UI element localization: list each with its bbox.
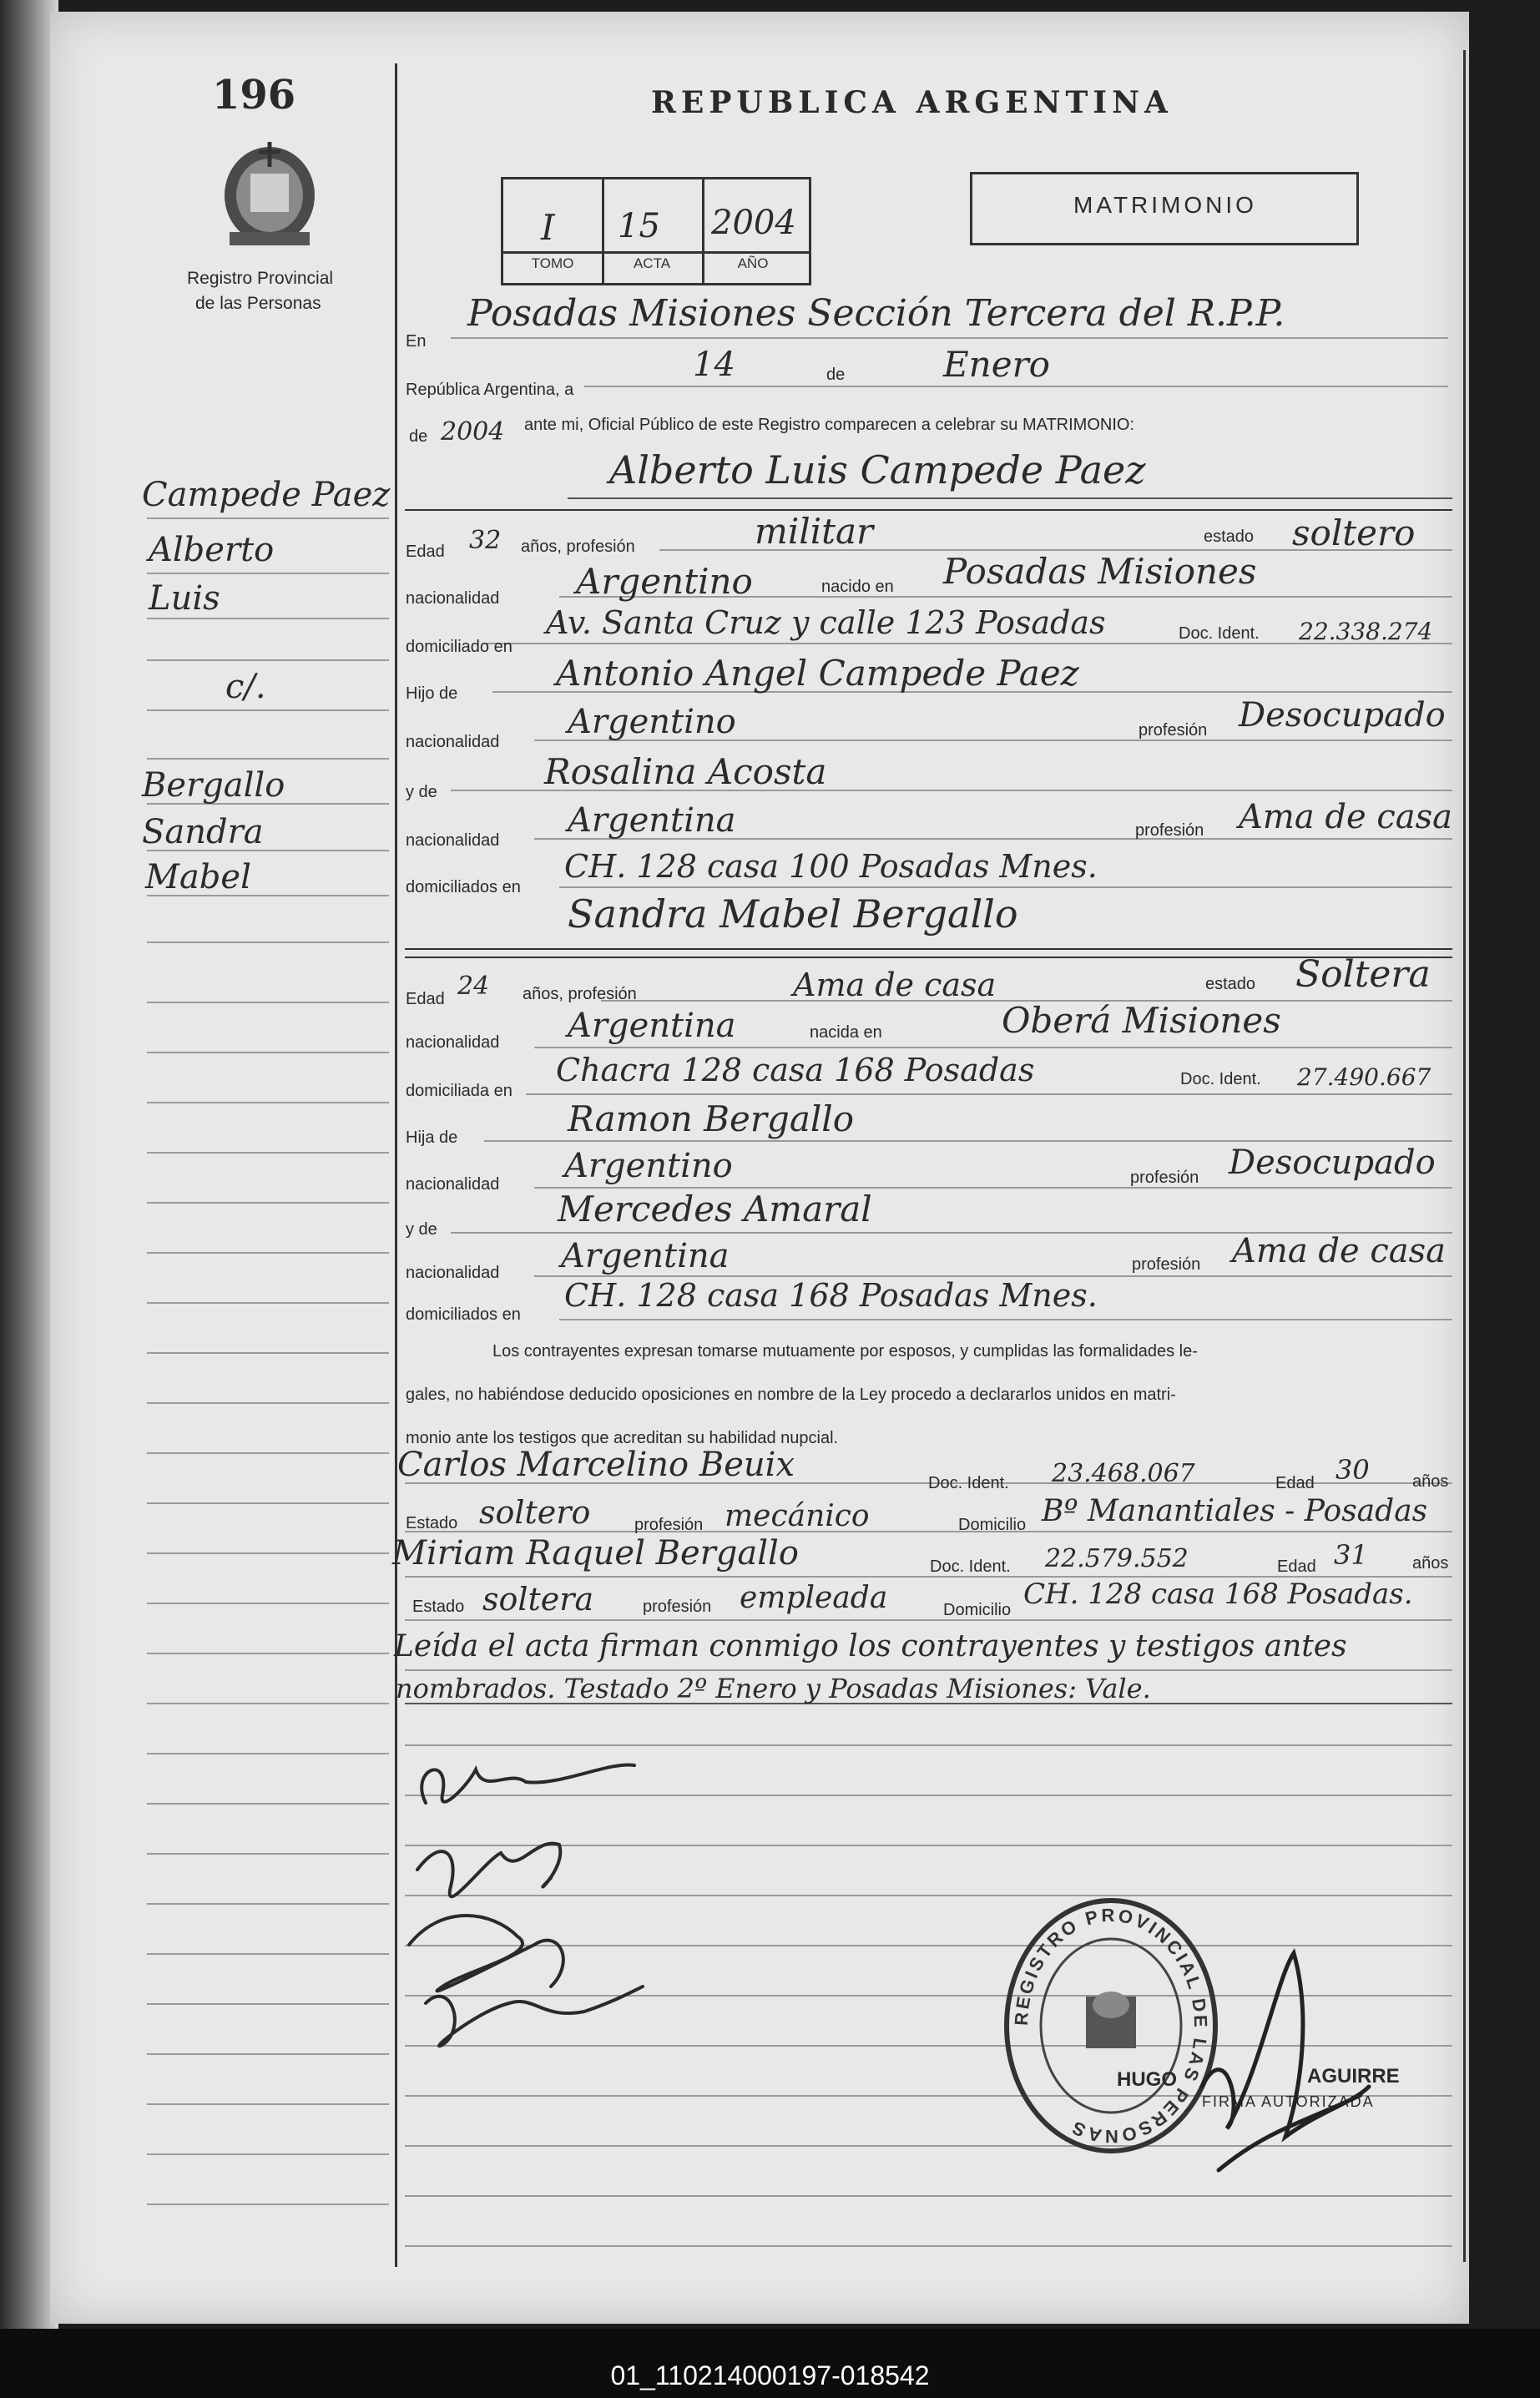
groom-name: Alberto Luis Campede Paez [609, 447, 1146, 492]
bride-name: Sandra Mabel Bergallo [568, 891, 1018, 936]
groom-father-profession: Desocupado [1239, 696, 1446, 735]
acta-value: 15 [618, 207, 660, 245]
witness2-civil-status: soltera [482, 1581, 594, 1618]
seal-official-title: FIRMA AUTORIZADA [1202, 2093, 1375, 2110]
declaration-line2: gales, no habiéndose deducido oposiciones en nombre de la Ley procedo a declararlos unidos en matri- [406, 1386, 1176, 1404]
right-rule [1463, 50, 1466, 2262]
witness2-age: 31 [1334, 1539, 1368, 1571]
witness2-estado-label: Estado [412, 1598, 465, 1616]
bride-father-nationality-label: nacionalidad [406, 1175, 500, 1194]
groom-profession: militar [755, 511, 874, 552]
intro-year: 2004 [441, 417, 505, 447]
margin-note-bride-surname: Bergallo [142, 766, 285, 805]
margin-note-groom-name1: Alberto [149, 531, 275, 569]
witness1-anos-label: años [1412, 1472, 1449, 1491]
bride-y-de-label: y de [406, 1220, 437, 1239]
seal-ring-text: REGISTRO PROVINCIAL DE LAS PERSONAS [1010, 1904, 1212, 2148]
witness1-profession: mecánico [725, 1499, 870, 1533]
country-heading: REPUBLICA ARGENTINA [651, 85, 1173, 120]
groom-mother-nationality-label: nacionalidad [406, 831, 500, 850]
coat-of-arms-emblem [217, 134, 322, 250]
witness2-edad-label: Edad [1277, 1557, 1316, 1576]
margin-note-connector: c/. [225, 668, 266, 706]
groom-address: Av. Santa Cruz y calle 123 Posadas [546, 604, 1106, 641]
groom-mother-profession-label: profesión [1135, 821, 1204, 840]
groom-civil-status: soltero [1292, 512, 1416, 553]
groom-birthplace: Posadas Misiones [943, 551, 1257, 592]
section-title: MATRIMONIO [1073, 192, 1257, 218]
witness2-address: CH. 128 casa 168 Posadas. [1023, 1578, 1413, 1611]
bride-father: Ramon Bergallo [568, 1098, 855, 1139]
groom-father-profession-label: profesión [1139, 721, 1208, 740]
bride-doc: 27.490.667 [1297, 1063, 1431, 1091]
groom-nacionalidad-label: nacionalidad [406, 589, 500, 608]
groom-nacido-label: nacido en [821, 578, 894, 596]
registry-name-line1: Registro Provincial [187, 269, 334, 288]
bride-mother-profession-label: profesión [1132, 1255, 1201, 1274]
closing-line1: Leída el acta firman conmigo los contrayentes y testigos antes [394, 1629, 1347, 1663]
bride-age: 24 [457, 972, 490, 1001]
groom-domiciliados-label: domiciliados en [406, 878, 521, 896]
groom-domiciliado-label: domiciliado en [406, 638, 512, 656]
bride-civil-status: Soltera [1295, 953, 1431, 996]
ano-value: 2004 [711, 204, 796, 242]
intro-de-year-label: de [409, 427, 428, 446]
page-number: 196 [212, 72, 296, 119]
seal-official-surname: AGUIRRE [1307, 2065, 1400, 2088]
tomo-label: TOMO [531, 255, 574, 271]
bride-domiciliada-label: domiciliada en [406, 1082, 512, 1100]
declaration-line1: Los contrayentes expresan tomarse mutuamente por esposos, y cumplidas las formalidades le- [492, 1342, 1198, 1361]
witness1-edad-label: Edad [1275, 1474, 1315, 1492]
tomo-value: I [541, 207, 555, 248]
groom-mother-profession: Ama de casa [1239, 798, 1452, 836]
bride-domiciliados-label: domiciliados en [406, 1305, 521, 1324]
witness1-civil-status: soltero [479, 1494, 591, 1531]
margin-note-bride-name2: Mabel [145, 858, 251, 896]
bride-nacionalidad-label: nacionalidad [406, 1033, 500, 1052]
bride-nacida-label: nacida en [810, 1023, 882, 1042]
groom-parents-address: CH. 128 casa 100 Posadas Mnes. [564, 848, 1098, 885]
witness2-doc-label: Doc. Ident. [930, 1557, 1011, 1576]
bride-father-profession: Desocupado [1229, 1143, 1436, 1182]
witness2-anos-label: años [1412, 1554, 1449, 1573]
bride-mother-profession: Ama de casa [1232, 1232, 1446, 1270]
bride-parents-address: CH. 128 casa 168 Posadas Mnes. [564, 1277, 1098, 1314]
bride-doc-label: Doc. Ident. [1180, 1070, 1261, 1088]
bride-birthplace: Oberá Misiones [1002, 1000, 1281, 1041]
ano-label: AÑO [737, 255, 769, 271]
registry-name-line2: de las Personas [195, 294, 321, 313]
intro-republica-label: República Argentina, a [406, 381, 574, 399]
acta-label: ACTA [633, 255, 671, 271]
groom-doc-label: Doc. Ident. [1179, 624, 1260, 643]
intro-day: 14 [693, 346, 735, 384]
bride-mother: Mercedes Amaral [558, 1189, 872, 1229]
bride-father-nationality: Argentino [564, 1147, 733, 1185]
groom-edad-label: Edad [406, 543, 445, 561]
bride-estado-label: estado [1205, 975, 1256, 993]
groom-father: Antonio Angel Campede Paez [556, 653, 1079, 694]
witness1-estado-label: Estado [406, 1514, 458, 1532]
margin-note-groom-surname: Campede Paez [142, 476, 391, 514]
witness2-domicilio-label: Domicilio [943, 1601, 1012, 1619]
witness1-domicilio-label: Domicilio [958, 1516, 1027, 1534]
groom-age: 32 [469, 526, 502, 555]
bride-hija-label: Hija de [406, 1128, 458, 1147]
margin-note-groom-name2: Luis [149, 579, 220, 618]
closing-line2: nombrados. Testado 2º Enero y Posadas Misiones: Vale. [396, 1673, 1151, 1704]
intro-month: Enero [943, 344, 1050, 385]
seal-official-name: HUGO [1117, 2068, 1177, 2091]
groom-father-nationality-label: nacionalidad [406, 733, 500, 751]
groom-estado-label: estado [1204, 528, 1255, 546]
bride-nationality: Argentina [568, 1007, 736, 1045]
witness1-doc-label: Doc. Ident. [928, 1474, 1009, 1492]
scan-id-footer: 01_110214000197-018542 [610, 2360, 930, 2390]
witness2-profession: empleada [740, 1581, 888, 1615]
bride-mother-nationality-label: nacionalidad [406, 1264, 500, 1282]
official-signature [1185, 1945, 1377, 2187]
witness1-doc: 23.468.067 [1052, 1459, 1195, 1488]
witness1-age: 30 [1336, 1454, 1370, 1486]
witness1-profesion-label: profesión [634, 1516, 704, 1534]
margin-note-bride-name1: Sandra [142, 813, 264, 851]
witness2-profesion-label: profesión [643, 1598, 712, 1616]
signatures [392, 1736, 659, 2070]
bride-address: Chacra 128 casa 168 Posadas [556, 1052, 1035, 1088]
groom-mother: Rosalina Acosta [544, 751, 827, 792]
groom-hijo-label: Hijo de [406, 684, 458, 703]
groom-doc: 22.338.274 [1299, 618, 1433, 645]
witness2-doc: 22.579.552 [1045, 1544, 1189, 1573]
bride-mother-nationality: Argentina [561, 1237, 730, 1275]
witness1-name: Carlos Marcelino Beuix [397, 1446, 795, 1484]
witness2-name: Miriam Raquel Bergallo [392, 1534, 799, 1573]
groom-mother-nationality: Argentina [568, 801, 736, 840]
witness1-address: Bº Manantiales - Posadas [1042, 1494, 1428, 1528]
bride-anos-profesion-label: años, profesión [523, 985, 637, 1003]
bride-edad-label: Edad [406, 990, 445, 1008]
declaration-line3: monio ante los testigos que acreditan su habilidad nupcial. [406, 1429, 839, 1447]
bride-profession: Ama de casa [793, 967, 997, 1003]
groom-nationality: Argentino [576, 561, 753, 602]
groom-y-de-label: y de [406, 783, 437, 801]
intro-place: Posadas Misiones Sección Tercera del R.P.P. [467, 292, 1285, 335]
groom-anos-profesion-label: años, profesión [521, 538, 635, 556]
bride-father-profession-label: profesión [1130, 1169, 1199, 1187]
intro-statement: ante mi, Oficial Público de este Registro comparecen a celebrar su MATRIMONIO: [524, 416, 1135, 434]
intro-en-label: En [406, 332, 427, 351]
groom-father-nationality: Argentino [568, 703, 736, 741]
intro-de-label: de [826, 366, 846, 384]
